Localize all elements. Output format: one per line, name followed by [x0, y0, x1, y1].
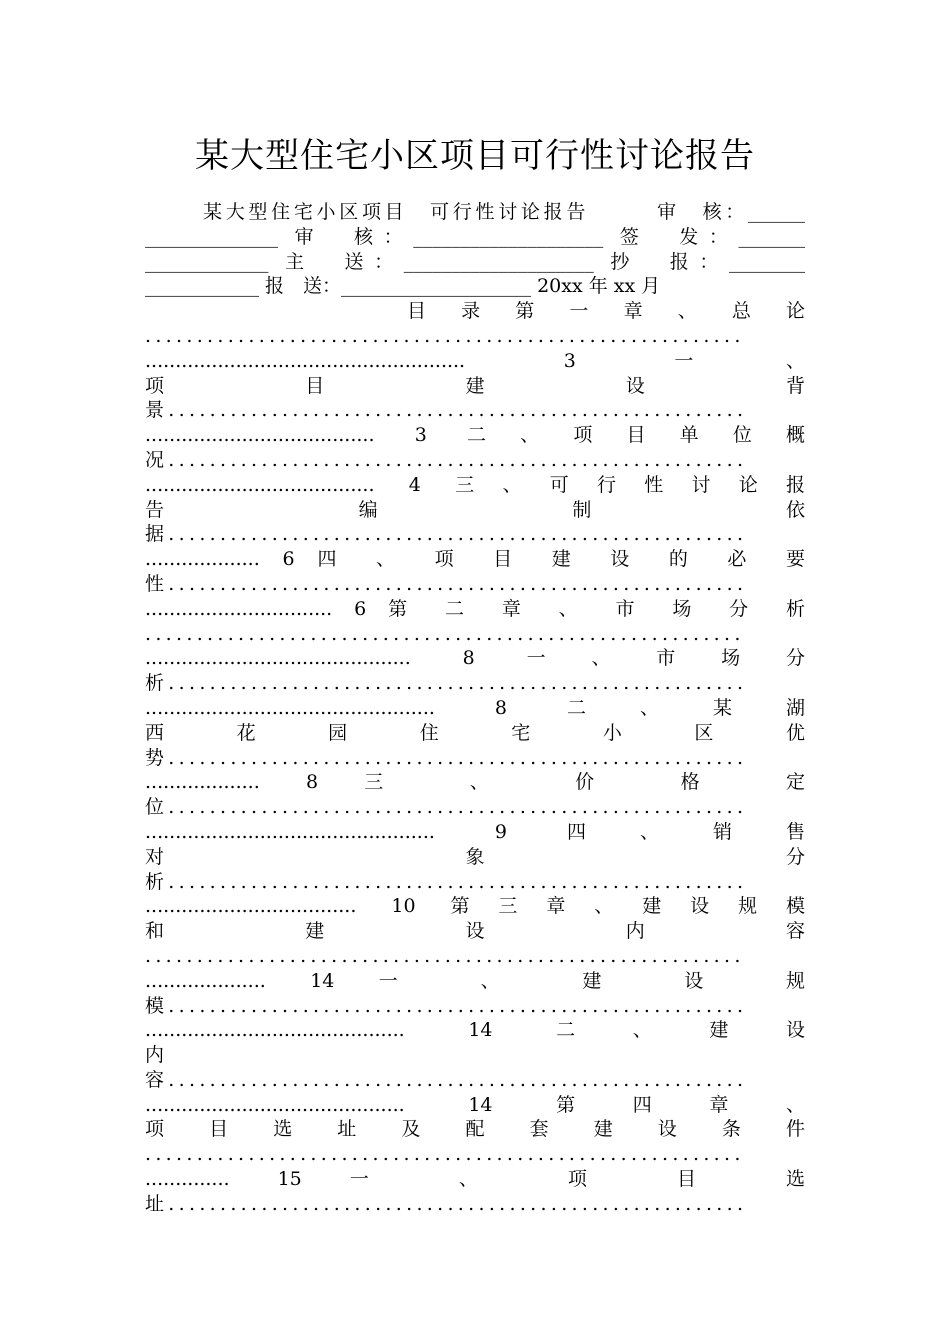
toc-line: 和 建 设 内 容: [145, 920, 805, 943]
toc-line: 析........................................................: [145, 672, 748, 695]
toc-line: ............................... 6 第 二 章 、 市 场 分 析: [145, 597, 805, 620]
toc-line: 内: [145, 1044, 165, 1067]
header-line-4: ____________ 报 送：____________________ 20xx 年 xx 月: [145, 275, 661, 298]
toc-line: 况........................................................: [145, 448, 748, 471]
toc-line: 址........................................................: [145, 1192, 748, 1215]
toc-line: ................... 6 四 、 项 目 建 设 的 必 要: [145, 548, 805, 571]
toc-line: ..........................................................: [145, 944, 745, 967]
toc-line: ...................................... 4 三、可行性讨论报: [145, 473, 805, 496]
document-body: [145, 200, 805, 1217]
toc-line: 西 花 园 住 宅 小 区 优: [145, 721, 805, 744]
toc-line: 析........................................................: [145, 870, 748, 893]
toc-line: .................... 14 一 、 建 设 规: [145, 969, 805, 992]
toc-line: 对 象 分: [145, 845, 805, 868]
toc-line: 势........................................................: [145, 746, 748, 769]
toc-line: 项 目 选 址 及 配 套 建 设 条 件: [145, 1118, 805, 1141]
toc-line: ..........................................................: [145, 622, 745, 645]
toc-line: .............. 15 一 、 项 目 选: [145, 1168, 805, 1191]
toc-line: ................... 8 三 、 价 格 定: [145, 771, 805, 794]
toc-line: 位........................................................: [145, 796, 748, 819]
toc-heading-line: 目 录 第 一 章 、 总 论: [407, 300, 805, 323]
header-line-3: _____________ 主 送：____________________ 抄 报：________: [145, 250, 805, 273]
toc-line: ............................................ 8 一、市场分: [145, 647, 805, 670]
toc-line: 项 目 建 设 背: [145, 374, 805, 397]
toc-line: ................................... 10 第三章、建设规模: [145, 895, 805, 918]
toc-line: ........................................... 14 第四章、: [145, 1093, 805, 1116]
toc-line: ................................................ 8 二、某湖: [145, 696, 805, 719]
toc-line: 容........................................................: [145, 1068, 748, 1091]
toc-line: 景........................................................: [145, 399, 748, 422]
document-title: 某大型住宅小区项目可行性讨论报告: [195, 136, 755, 176]
toc-line: 性........................................................: [145, 572, 748, 595]
toc-line: ..........................................................: [145, 1143, 745, 1166]
toc-line: ................................................ 9 四、销售: [145, 820, 805, 843]
toc-line: ........................................... 14 二、建设: [145, 1019, 805, 1042]
toc-line: 告 编 制 依: [145, 498, 805, 521]
toc-line: ..........................................................: [145, 324, 745, 347]
toc-line: 据........................................................: [145, 523, 748, 546]
header-line-2: ______________ 审 核：____________________ 签 发：_______: [145, 225, 805, 248]
header-line-1: 某大型住宅小区项目 可行性讨论报告 审 核：______: [203, 201, 805, 223]
toc-line: ...................................... 3 二、项目单位概: [145, 424, 805, 447]
toc-line: ..................................................... 3 一、: [145, 349, 805, 372]
toc-line: 模........................................................: [145, 994, 748, 1017]
